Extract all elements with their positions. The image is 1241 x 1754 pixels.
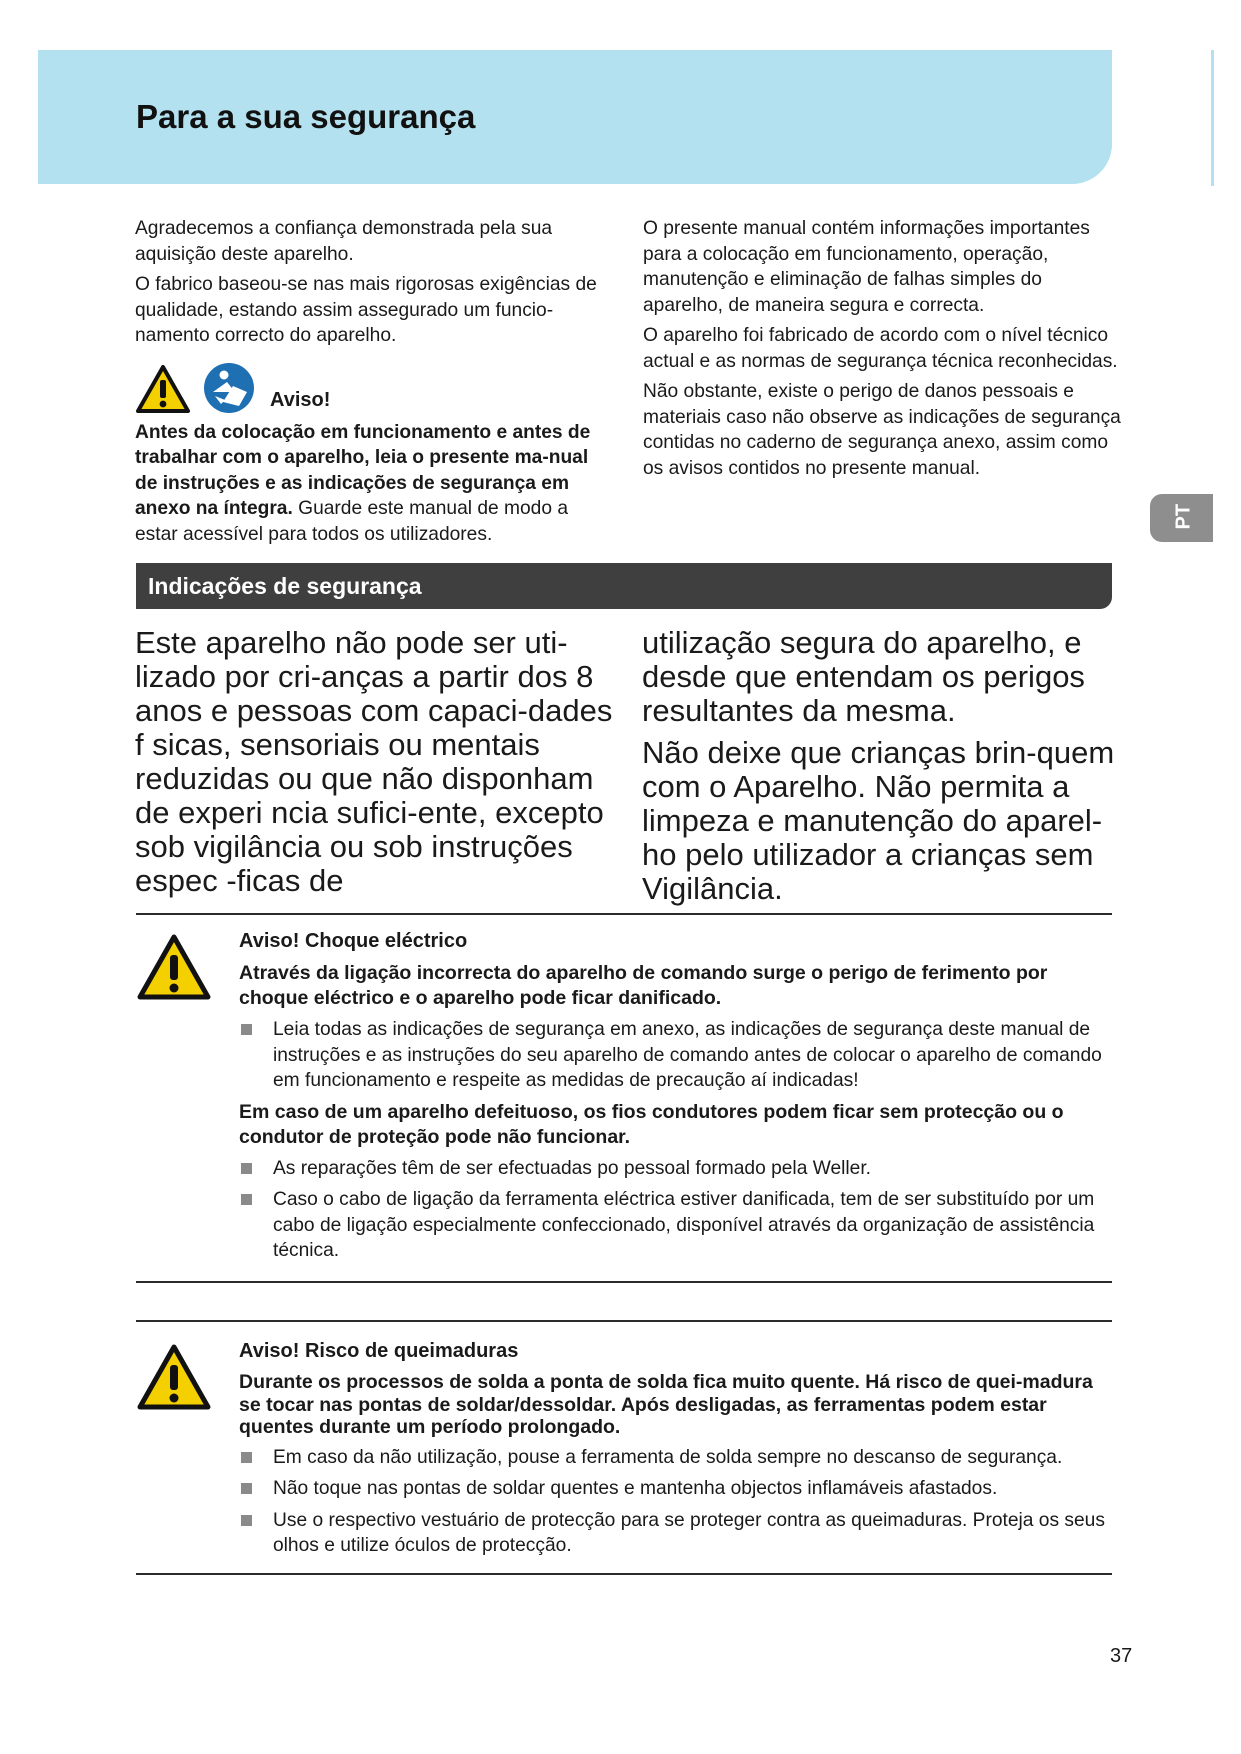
square-bullet-icon (241, 1024, 252, 1035)
square-bullet-icon (241, 1515, 252, 1526)
divider (136, 1573, 1112, 1575)
square-bullet-icon (241, 1194, 252, 1205)
child-safety-left (135, 626, 615, 898)
shock-bullet-list (239, 1017, 1109, 1094)
divider (136, 1320, 1112, 1322)
intro-right-column (643, 216, 1123, 486)
burn-bullet-list (239, 1445, 1109, 1559)
shock-bullet-list (239, 1156, 1109, 1264)
intro-paragraph: O presente manual contém informações importantes para a colocação em funcionamento, operação, manutenção e eliminação de falhas simples do aparelho, de maneira segura e correcta. (643, 218, 1090, 316)
intro-paragraph: O aparelho foi fabricado de acordo com o nível técnico actual e as normas de segurança técnica reconhecidas. (643, 325, 1118, 372)
shock-warning (239, 930, 1109, 1270)
divider (136, 1281, 1112, 1283)
section-title: Indicações de segurança (148, 573, 422, 599)
warning-triangle-icon (136, 1343, 212, 1416)
intro-left-column (135, 216, 613, 552)
child-safety-text: Este aparelho não pode ser uti-lizado por cri-anças a partir dos 8 anos e pessoas com capaci-dades f sicas, sensoriais ou mentais reduzidas ou que não disponham de experi ncia sufici-ente, excepto sob vigilância ou sob instruções espec -ficas de (135, 625, 613, 898)
burn-warning-heading: Aviso! Risco de queimaduras (239, 1340, 519, 1362)
square-bullet-icon (241, 1483, 252, 1494)
list-item: Use o respectivo vestuário de protecção para se proteger contra as queimaduras. Proteja os seus olhos e utilize óculos de protecção. (239, 1508, 1109, 1559)
aviso-row (135, 354, 613, 414)
intro-warning-bold: Antes da colocação em funcionamento e antes de trabalhar com o aparelho, leia o presente ma-nual de instruções e as indicações de segurança em anexo na íntegra. (135, 421, 591, 519)
page-number: 37 (1110, 1645, 1133, 1667)
read-manual-icon (203, 362, 255, 414)
intro-warning-rest: Guarde este manual de modo a estar acessível para todos os utilizadores. (135, 498, 569, 545)
language-tab (1150, 494, 1213, 542)
list-item: Leia todas as indicações de segurança em anexo, as indicações de segurança deste manual de instruções e as instruções do seu aparelho de comando antes de colocar o aparelho de comando em funcionamento e respeite as medidas de precaução aí indicadas! (239, 1017, 1109, 1094)
warning-triangle-icon (136, 933, 212, 1006)
shock-warning-heading: Aviso! Choque eléctrico (239, 930, 468, 952)
warning-triangle-icon (135, 364, 191, 414)
burn-warning (239, 1340, 1109, 1565)
divider (136, 913, 1112, 915)
intro-warning-text (135, 420, 613, 548)
child-safety-right (642, 626, 1122, 906)
child-safety-text: utilização segura do aparelho, e desde que entendam os perigos resultantes da mesma. (642, 625, 1085, 728)
shock-warning-bold: Através da ligação incorrecta do aparelho de comando surge o perigo de ferimento por choque eléctrico e o aparelho pode ficar danificado. (239, 962, 1048, 1009)
intro-paragraph: O fabrico baseou-se nas mais rigorosas exigências de qualidade, estando assim assegurado um funcio-namento correcto do aparelho. (135, 274, 597, 346)
shock-warning-bold: Em caso de um aparelho defeituoso, os fios condutores podem ficar sem protecção ou o condutor de proteção pode não funcionar. (239, 1100, 1064, 1148)
aviso-label: Aviso! (270, 388, 331, 411)
square-bullet-icon (241, 1452, 252, 1463)
square-bullet-icon (241, 1163, 252, 1174)
intro-paragraph: Agradecemos a confiança demonstrada pela sua aquisição deste aparelho. (135, 218, 553, 265)
child-safety-text: Não deixe que crianças brin-quem com o Aparelho. Não permita a limpeza e manutenção do aparel-ho pelo utilizador a crianças sem Vigilância. (642, 735, 1115, 906)
list-item: Em caso da não utilização, pouse a ferramenta de solda sempre no descanso de segurança. (239, 1445, 1109, 1471)
burn-warning-bold: Durante os processos de solda a ponta de solda fica muito quente. Há risco de quei-madura se tocar nas pontas de soldar/dessoldar. Após desligadas, as ferramentas podem estar quentes durante um período prolongado. (239, 1371, 1093, 1438)
list-item: As reparações têm de ser efectuadas po pessoal formado pela Weller. (239, 1156, 1109, 1182)
language-tab-label: PT (1172, 503, 1195, 530)
list-item: Não toque nas pontas de soldar quentes e mantenha objectos inflamáveis afastados. (239, 1476, 1109, 1502)
page-title: Para a sua segurança (136, 98, 476, 135)
list-item: Caso o cabo de ligação da ferramenta eléctrica estiver danificada, tem de ser substituído por um cabo de ligação especialmente confeccionado, disponível através da organização de assistência técnica. (239, 1187, 1109, 1264)
header-edge-line (1211, 50, 1214, 186)
intro-paragraph: Não obstante, existe o perigo de danos pessoais e materiais caso não observe as indicações de segurança contidas no caderno de segurança anexo, assim como os avisos contidos no presente manual. (643, 381, 1121, 479)
section-bar (136, 563, 1112, 609)
